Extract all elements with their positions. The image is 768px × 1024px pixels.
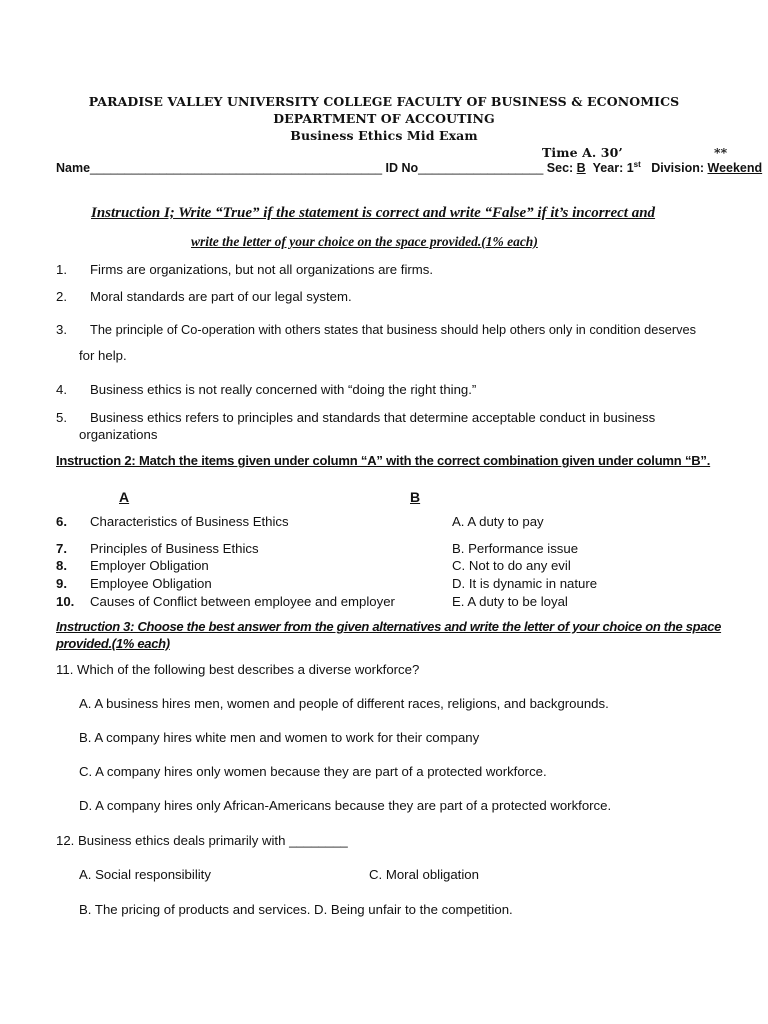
instruction-1-line-2: write the letter of your choice on the space provided.(1% each): [191, 234, 538, 249]
instruction-3-line-2: provided.(1% each): [56, 636, 170, 651]
tf-item-continuation: organizations: [79, 427, 158, 442]
name-label: Name: [56, 161, 91, 175]
tf-item-number: 5.: [56, 410, 67, 425]
q11-option-c: C. A company hires only women because they are part of a protected workforce.: [79, 764, 547, 779]
division-label: Division:: [651, 161, 705, 175]
id-label: ID No: [385, 161, 419, 175]
match-item-a: Causes of Conflict between employee and employer: [90, 594, 395, 609]
instruction-1-line-1: Instruction I; Write “True” if the statement is correct and write “False” if it’s incorrect and: [91, 205, 656, 221]
match-item-a: Characteristics of Business Ethics: [90, 514, 289, 529]
tf-item-text: The principle of Co-operation with others states that business should help others only in condition deserves: [90, 322, 697, 337]
tf-item-number: 2.: [56, 289, 67, 304]
tf-item-number: 1.: [56, 262, 67, 277]
id-blank[interactable]: __________________: [418, 161, 544, 175]
exam-title: Business Ethics Mid Exam: [290, 128, 478, 143]
division-value: Weekend: [707, 161, 763, 175]
tf-item-text: Business ethics refers to principles and standards that determine acceptable conduct in business: [90, 410, 656, 425]
match-item-b: D. It is dynamic in nature: [452, 576, 598, 591]
match-item-number: 7.: [56, 541, 67, 556]
section-label: Sec:: [546, 161, 574, 175]
university-title: PARADISE VALLEY UNIVERSITY COLLEGE FACULTY OF BUSINESS & ECONOMICS: [88, 94, 680, 109]
tf-item-text: Business ethics is not really concerned with “doing the right thing.”: [90, 382, 477, 397]
match-item-number: 10.: [56, 594, 75, 609]
q11-option-d: D. A company hires only African-Americans because they are part of a protected workforce.: [79, 798, 612, 813]
match-item-a: Employee Obligation: [90, 576, 212, 591]
match-item-b: C. Not to do any evil: [452, 558, 571, 573]
stars-mark: **: [714, 145, 728, 160]
name-blank[interactable]: __________________________________________: [90, 161, 383, 175]
instruction-3-line-1: Instruction 3: Choose the best answer from the given alternatives and write the letter of your choice on the space: [56, 619, 722, 634]
tf-item-number: 4.: [56, 382, 67, 397]
section-value: B: [576, 161, 586, 175]
exam-time: Time A. 30’: [542, 145, 623, 160]
q12-option-c: C. Moral obligation: [369, 867, 479, 882]
tf-item-text: Firms are organizations, but not all organizations are firms.: [90, 262, 434, 277]
year-label: Year: 1st: [592, 159, 641, 175]
question-11: 11. Which of the following best describes a diverse workforce?: [56, 662, 420, 677]
q12-option-a: A. Social responsibility: [79, 867, 211, 882]
column-b-header: B: [410, 489, 421, 505]
match-item-a: Employer Obligation: [90, 558, 209, 573]
tf-item-number: 3.: [56, 322, 67, 337]
match-item-number: 9.: [56, 576, 67, 591]
match-item-number: 8.: [56, 558, 67, 573]
column-a-header: A: [119, 489, 130, 505]
match-item-b: B. Performance issue: [452, 541, 579, 556]
tf-item-text: Moral standards are part of our legal system.: [90, 289, 352, 304]
match-item-number: 6.: [56, 514, 67, 529]
match-item-b: A. A duty to pay: [452, 514, 544, 529]
student-info-line: [56, 161, 762, 175]
department-title: DEPARTMENT OF ACCOUTING: [273, 111, 495, 126]
q11-option-a: A. A business hires men, women and people of different races, religions, and backgrounds.: [79, 696, 609, 711]
match-item-b: E. A duty to be loyal: [452, 594, 568, 609]
instruction-2: Instruction 2: Match the items given under column “A” with the correct combination given under column “B”.: [56, 453, 711, 468]
tf-item-continuation: for help.: [79, 348, 127, 363]
q12-option-b-d: B. The pricing of products and services. D. Being unfair to the competition.: [79, 902, 513, 917]
match-item-a: Principles of Business Ethics: [90, 541, 259, 556]
q11-option-b: B. A company hires white men and women to work for their company: [79, 730, 480, 745]
question-12: 12. Business ethics deals primarily with ________: [56, 833, 348, 848]
